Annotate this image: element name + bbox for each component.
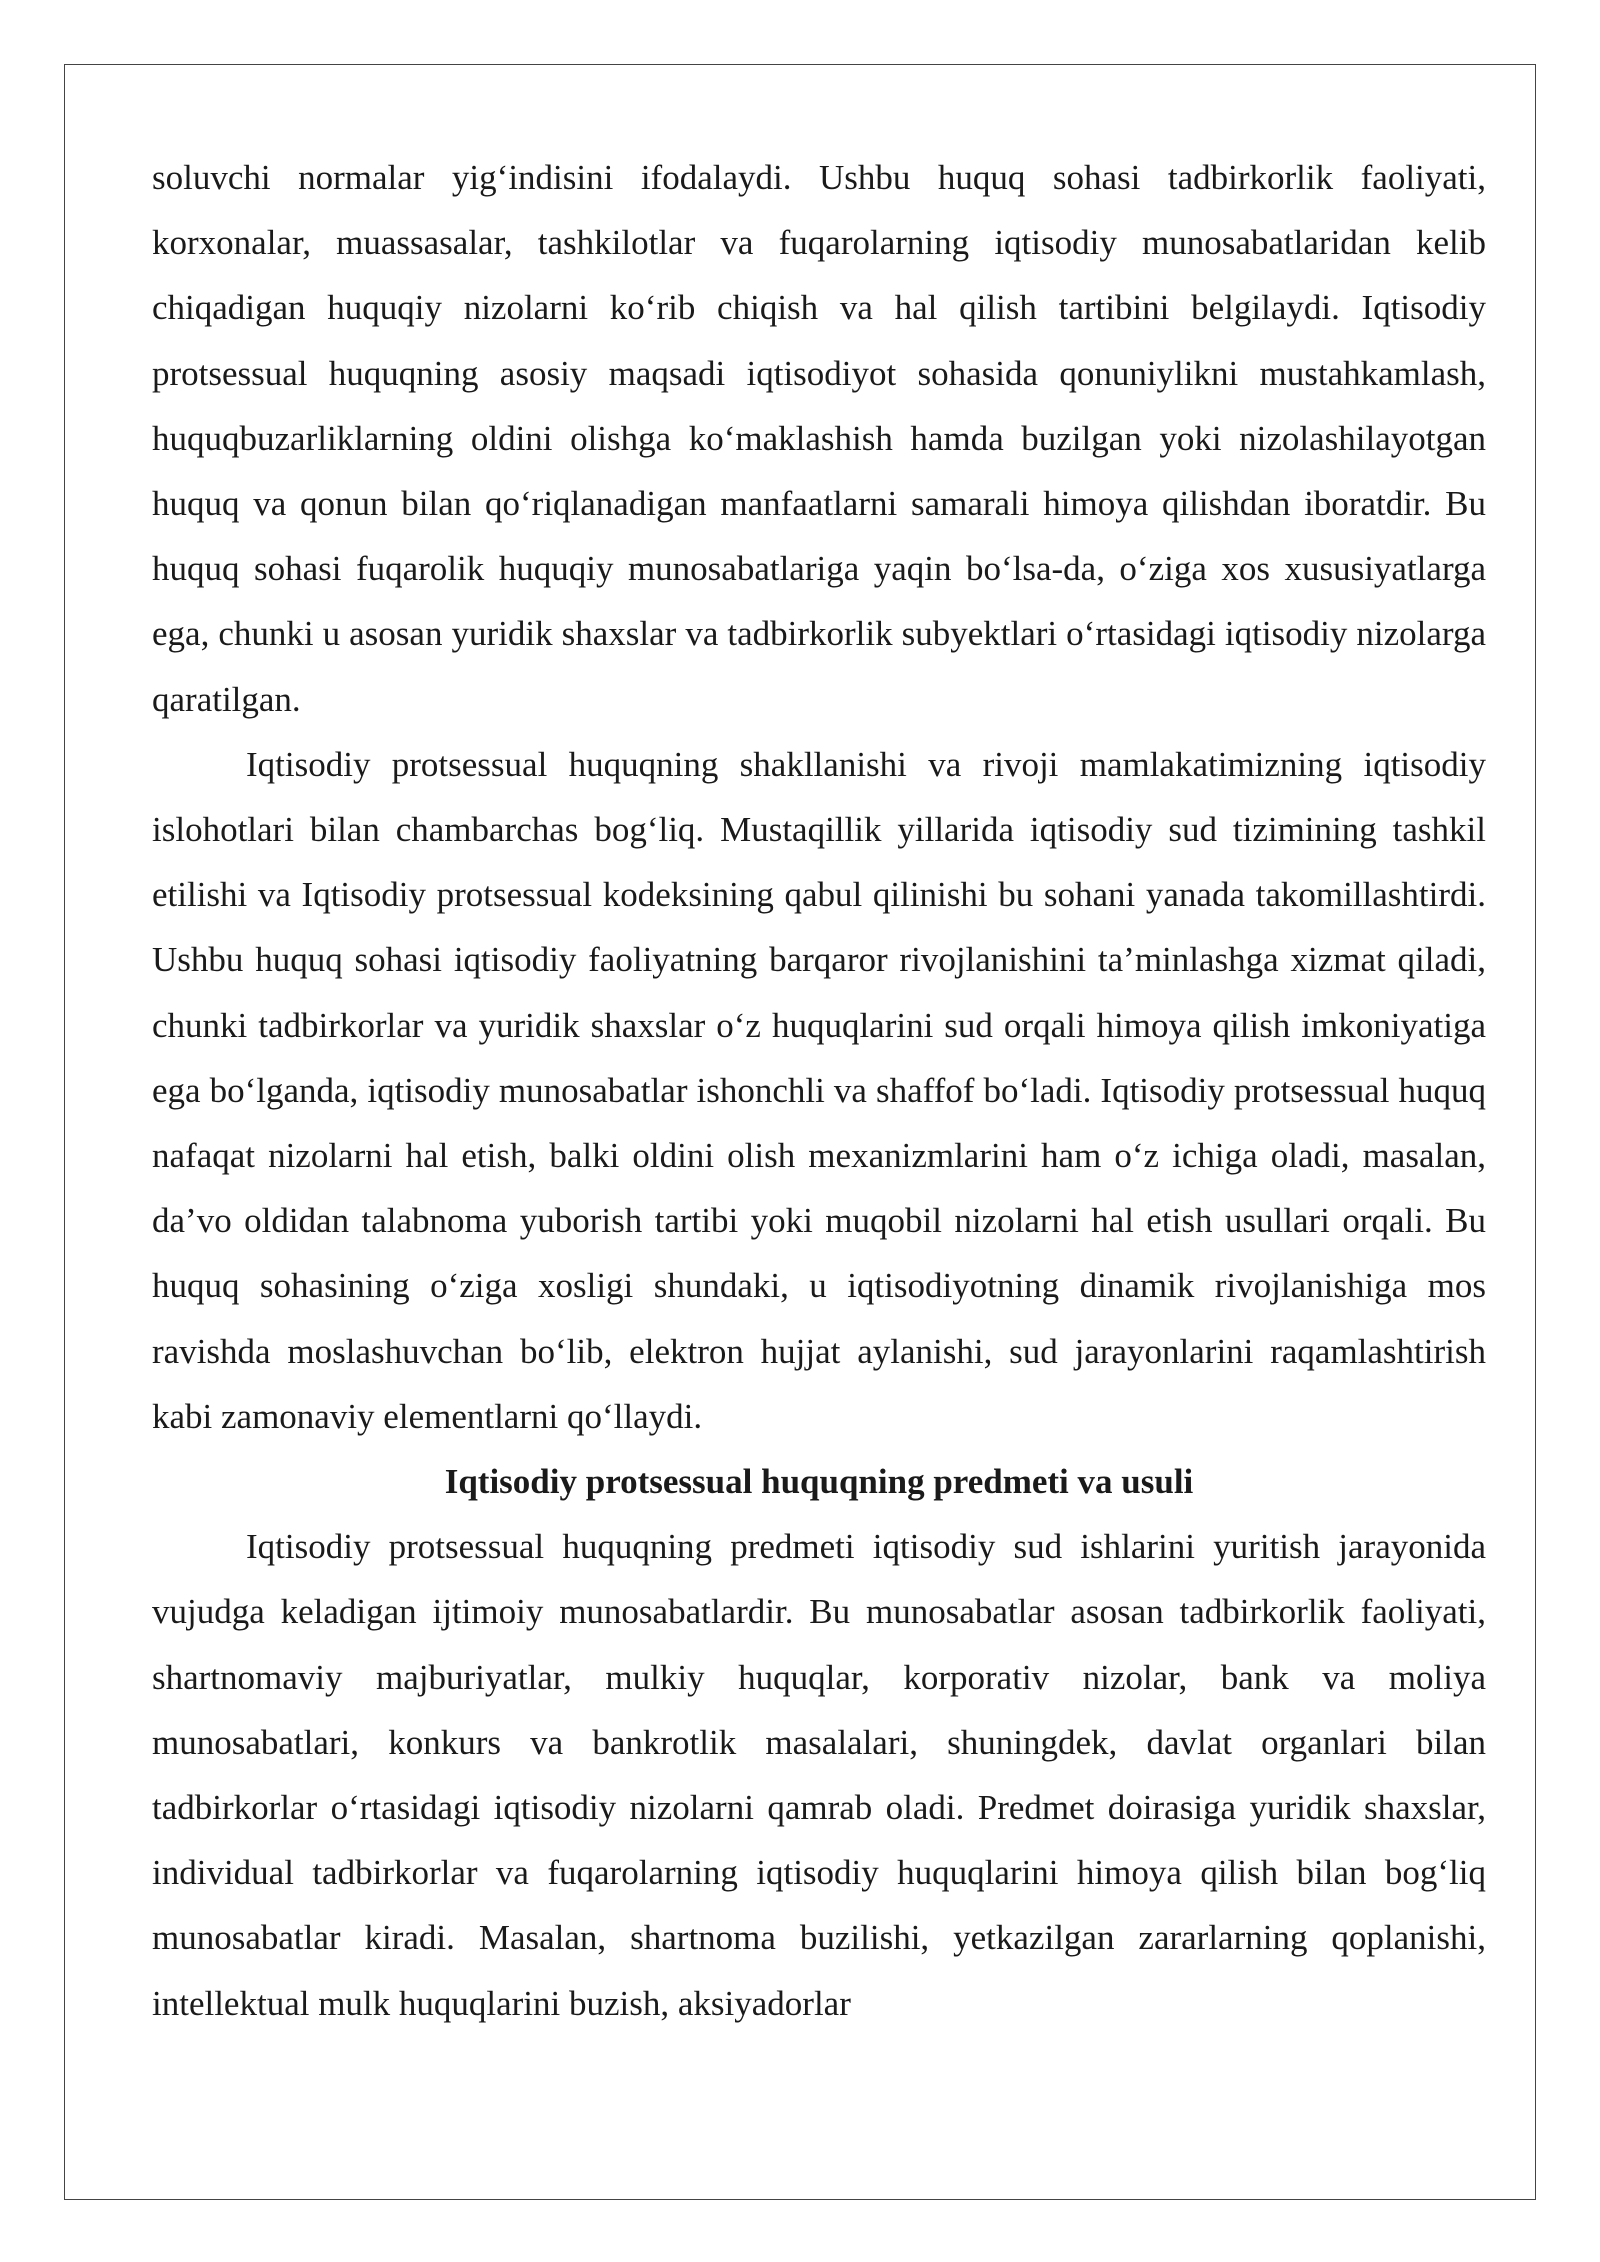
section-heading: Iqtisodiy protsessual huquqning predmeti va usuli	[444, 1462, 1194, 1502]
paragraph: Iqtisodiy protsessual huquqning shakllanishi va rivoji mamlakatimizning iqtisodiy islohotlari bilan chambarchas bog‘liq. Mustaqillik yillarida iqtisodiy sud tizimining tashkil etilishi va Iqtisodiy protsessual kodeksining qabul qilinishi bu sohani yanada takomillashtirdi. Ushbu huquq sohasi iqtisodiy faoliyatning barqaror rivojlanishini ta’minlashga xizmat qiladi, chunki tadbirkorlar va yuridik shaxslar o‘z huquqlarini sud orqali himoya qilish imkoniyatiga ega bo‘lganda, iqtisodiy munosabatlar ishonchli va shaffof bo‘ladi. Iqtisodiy protsessual huquq nafaqat nizolarni hal etish, balki oldini olish mexanizmlarini ham o‘z ichiga oladi, masalan, da’vo oldidan talabnoma yuborish tartibi yoki muqobil nizolarni hal etish usullari orqali. Bu huquq sohasining o‘ziga xosligi shundaki, u iqtisodiyotning dinamik rivojlanishiga mos ravishda moslashuvchan bo‘lib, elektron hujjat aylanishi, sud jarayonlarini raqamlashtirish kabi zamonaviy elementlarni qo‘llaydi.	[152, 744, 1486, 1436]
document-body	[152, 145, 1486, 2036]
paragraph: Iqtisodiy protsessual huquqning predmeti iqtisodiy sud ishlarini yuritish jarayonida vujudga keladigan ijtimoiy munosabatlardir. Bu munosabatlar asosan tadbirkorlik faoliyati, shartnomaviy majburiyatlar, mulkiy huquqlar, korporativ nizolar, bank va moliya munosabatlari, konkurs va bankrotlik masalalari, shuningdek, davlat organlari bilan tadbirkorlar o‘rtasidagi iqtisodiy nizolarni qamrab oladi. Predmet doirasiga yuridik shaxslar, individual tadbirkorlar va fuqarolarning iqtisodiy huquqlarini himoya qilish bilan bog‘liq munosabatlar kiradi. Masalan, shartnoma buzilishi, yetkazilgan zararlarning qoplanishi, intellektual mulk huquqlarini buzish, aksiyadorlar	[152, 1527, 1486, 2023]
paragraph-continued: soluvchi normalar yig‘indisini ifodalaydi. Ushbu huquq sohasi tadbirkorlik faoliyati, korxonalar, muassasalar, tashkilotlar va fuqarolarning iqtisodiy munosabatlaridan kelib chiqadigan huquqiy nizolarni ko‘rib chiqish va hal qilish tartibini belgilaydi. Iqtisodiy protsessual huquqning asosiy maqsadi iqtisodiyot sohasida qonuniylikni mustahkamlash, huquqbuzarliklarning oldini olishga ko‘maklashish hamda buzilgan yoki nizolashilayotgan huquq va qonun bilan qo‘riqlanadigan manfaatlarni samarali himoya qilishdan iboratdir. Bu huquq sohasi fuqarolik huquqiy munosabatlariga yaqin bo‘lsa-da, o‘ziga xos xususiyatlarga ega, chunki u asosan yuridik shaxslar va tadbirkorlik subyektlari o‘rtasidagi iqtisodiy nizolarga qaratilgan.	[152, 158, 1486, 719]
